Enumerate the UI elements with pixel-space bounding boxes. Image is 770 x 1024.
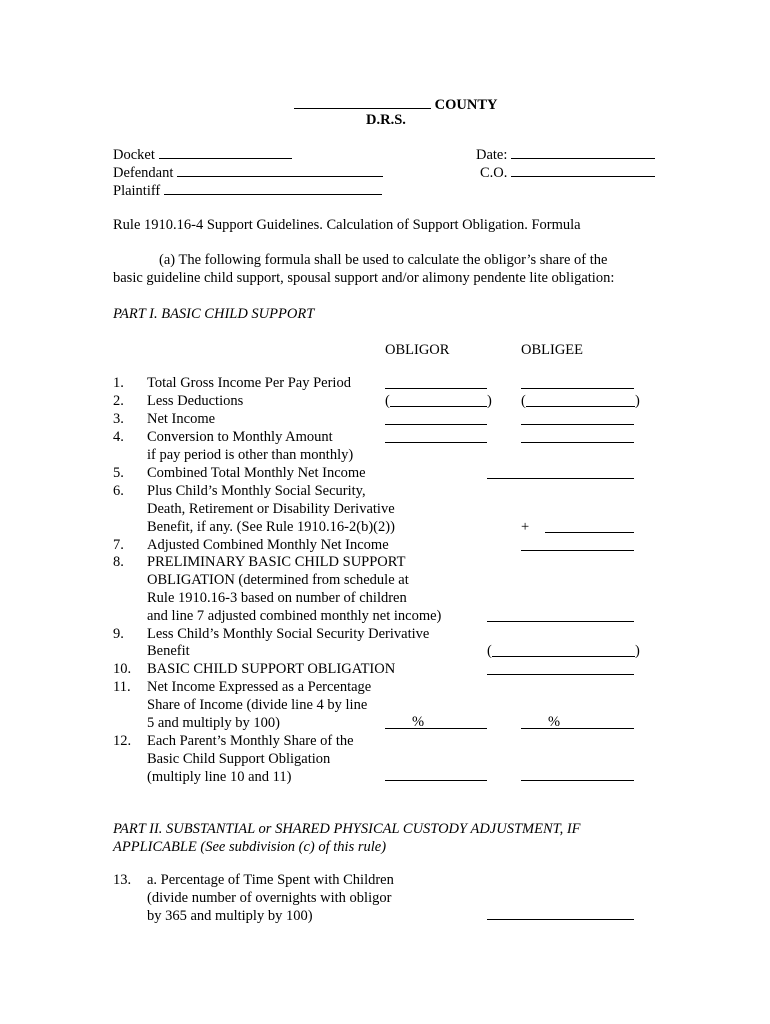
item-label: Basic Child Support Obligation xyxy=(147,751,331,767)
defendant-row xyxy=(113,162,383,182)
defendant-label: Defendant xyxy=(113,165,174,181)
item-number: 2. xyxy=(113,393,124,409)
item-number: 7. xyxy=(113,537,124,553)
obligor-column-header: OBLIGOR xyxy=(385,342,450,358)
item-number: 11. xyxy=(113,679,131,695)
item-label: by 365 and multiply by 100) xyxy=(147,908,313,924)
item-label: Net Income Expressed as a Percentage xyxy=(147,679,372,695)
obligor-percent-sign: % xyxy=(412,714,425,730)
item-number: 6. xyxy=(113,483,124,499)
obligee-blank-2[interactable] xyxy=(526,406,635,407)
item-number: 12. xyxy=(113,733,132,749)
intro-line-2: basic guideline child support, spousal support and/or alimony pendente lite obligation: xyxy=(113,270,615,286)
item-label: OBLIGATION (determined from schedule at xyxy=(147,572,409,588)
item-label: Less Deductions xyxy=(147,393,244,409)
combined-blank-5[interactable] xyxy=(487,478,634,479)
item-label: Plus Child’s Monthly Social Security, xyxy=(147,483,366,499)
intro-line-1: (a) The following formula shall be used to calculate the obligor’s share of the xyxy=(159,252,608,268)
combined-open-paren: ( xyxy=(487,643,492,659)
co-label: C.O. xyxy=(480,165,508,181)
item-label: Net Income xyxy=(147,411,216,427)
part2-heading-line-2: APPLICABLE (See subdivision (c) of this rule) xyxy=(113,839,387,855)
item-label: Combined Total Monthly Net Income xyxy=(147,465,366,481)
item-label: Each Parent’s Monthly Share of the xyxy=(147,733,354,749)
item-number: 13. xyxy=(113,872,132,888)
item-number: 9. xyxy=(113,626,124,642)
date-label: Date: xyxy=(476,147,508,163)
obligee-close-paren: ) xyxy=(635,393,640,409)
item-label: Benefit, if any. (See Rule 1910.16-2(b)(2)) xyxy=(147,519,395,535)
docket-blank[interactable] xyxy=(159,144,292,159)
item-label: Rule 1910.16-3 based on number of children xyxy=(147,590,407,606)
plus-sign: + xyxy=(521,519,530,535)
item-label: Death, Retirement or Disability Derivative xyxy=(147,501,395,517)
item-label: (multiply line 10 and 11) xyxy=(147,769,292,785)
item-number: 3. xyxy=(113,411,124,427)
obligee-column-header: OBLIGEE xyxy=(521,342,584,358)
obligor-close-paren: ) xyxy=(487,393,492,409)
combined-close-paren: ) xyxy=(635,643,640,659)
county-blank[interactable] xyxy=(294,94,431,109)
obligor-blank-4[interactable] xyxy=(385,442,487,443)
county-label: COUNTY xyxy=(434,97,498,113)
co-row xyxy=(480,162,655,182)
combined-blank-13[interactable] xyxy=(487,919,634,920)
item-label: PRELIMINARY BASIC CHILD SUPPORT xyxy=(147,554,406,570)
defendant-blank[interactable] xyxy=(177,162,383,177)
rule-title: Rule 1910.16-4 Support Guidelines. Calculation of Support Obligation. Formula xyxy=(113,217,581,233)
item-label: Less Child’s Monthly Social Security Derivative xyxy=(147,626,430,642)
docket-label: Docket xyxy=(113,147,155,163)
part2-heading-line-1: PART II. SUBSTANTIAL or SHARED PHYSICAL CUSTODY ADJUSTMENT, IF xyxy=(113,821,581,837)
plaintiff-label: Plaintiff xyxy=(113,183,161,199)
drs-label: D.R.S. xyxy=(366,112,406,128)
obligor-blank-1[interactable] xyxy=(385,388,487,389)
item-label: Conversion to Monthly Amount xyxy=(147,429,333,445)
obligee-blank-4[interactable] xyxy=(521,442,634,443)
item-label: Total Gross Income Per Pay Period xyxy=(147,375,351,391)
obligor-blank-12[interactable] xyxy=(385,780,487,781)
combined-blank-8[interactable] xyxy=(487,621,634,622)
date-row xyxy=(476,144,655,164)
item-number: 4. xyxy=(113,429,124,445)
item-label: (divide number of overnights with obligor xyxy=(147,890,392,906)
combined-blank-9[interactable] xyxy=(492,656,635,657)
docket-row xyxy=(113,144,292,164)
obligee-blank-12[interactable] xyxy=(521,780,634,781)
item-label: and line 7 adjusted combined monthly net income) xyxy=(147,608,442,624)
item-label: if pay period is other than monthly) xyxy=(147,447,354,463)
item-number: 5. xyxy=(113,465,124,481)
part1-heading: PART I. BASIC CHILD SUPPORT xyxy=(113,306,315,322)
date-blank[interactable] xyxy=(511,144,655,159)
item-number: 8. xyxy=(113,554,124,570)
item-number: 10. xyxy=(113,661,132,677)
item-label: 5 and multiply by 100) xyxy=(147,715,280,731)
co-blank[interactable] xyxy=(511,162,655,177)
plaintiff-row xyxy=(113,180,382,200)
item-number: 1. xyxy=(113,375,124,391)
obligee-percent-blank[interactable] xyxy=(521,728,634,729)
item-label: Benefit xyxy=(147,643,190,659)
obligor-percent-blank[interactable] xyxy=(385,728,487,729)
combined-blank-7[interactable] xyxy=(521,550,634,551)
item-label: BASIC CHILD SUPPORT OBLIGATION xyxy=(147,661,396,677)
obligor-blank-2[interactable] xyxy=(390,406,487,407)
item-label: Share of Income (divide line 4 by line xyxy=(147,697,368,713)
combined-blank-6[interactable] xyxy=(545,532,634,533)
item-label: a. Percentage of Time Spent with Children xyxy=(147,872,394,888)
combined-blank-10[interactable] xyxy=(487,674,634,675)
plaintiff-blank[interactable] xyxy=(164,180,382,195)
obligee-open-paren: ( xyxy=(521,393,526,409)
item-label: Adjusted Combined Monthly Net Income xyxy=(147,537,389,553)
obligee-percent-sign: % xyxy=(548,714,561,730)
obligor-open-paren: ( xyxy=(385,393,390,409)
obligor-blank-3[interactable] xyxy=(385,424,487,425)
obligee-blank-1[interactable] xyxy=(521,388,634,389)
obligee-blank-3[interactable] xyxy=(521,424,634,425)
